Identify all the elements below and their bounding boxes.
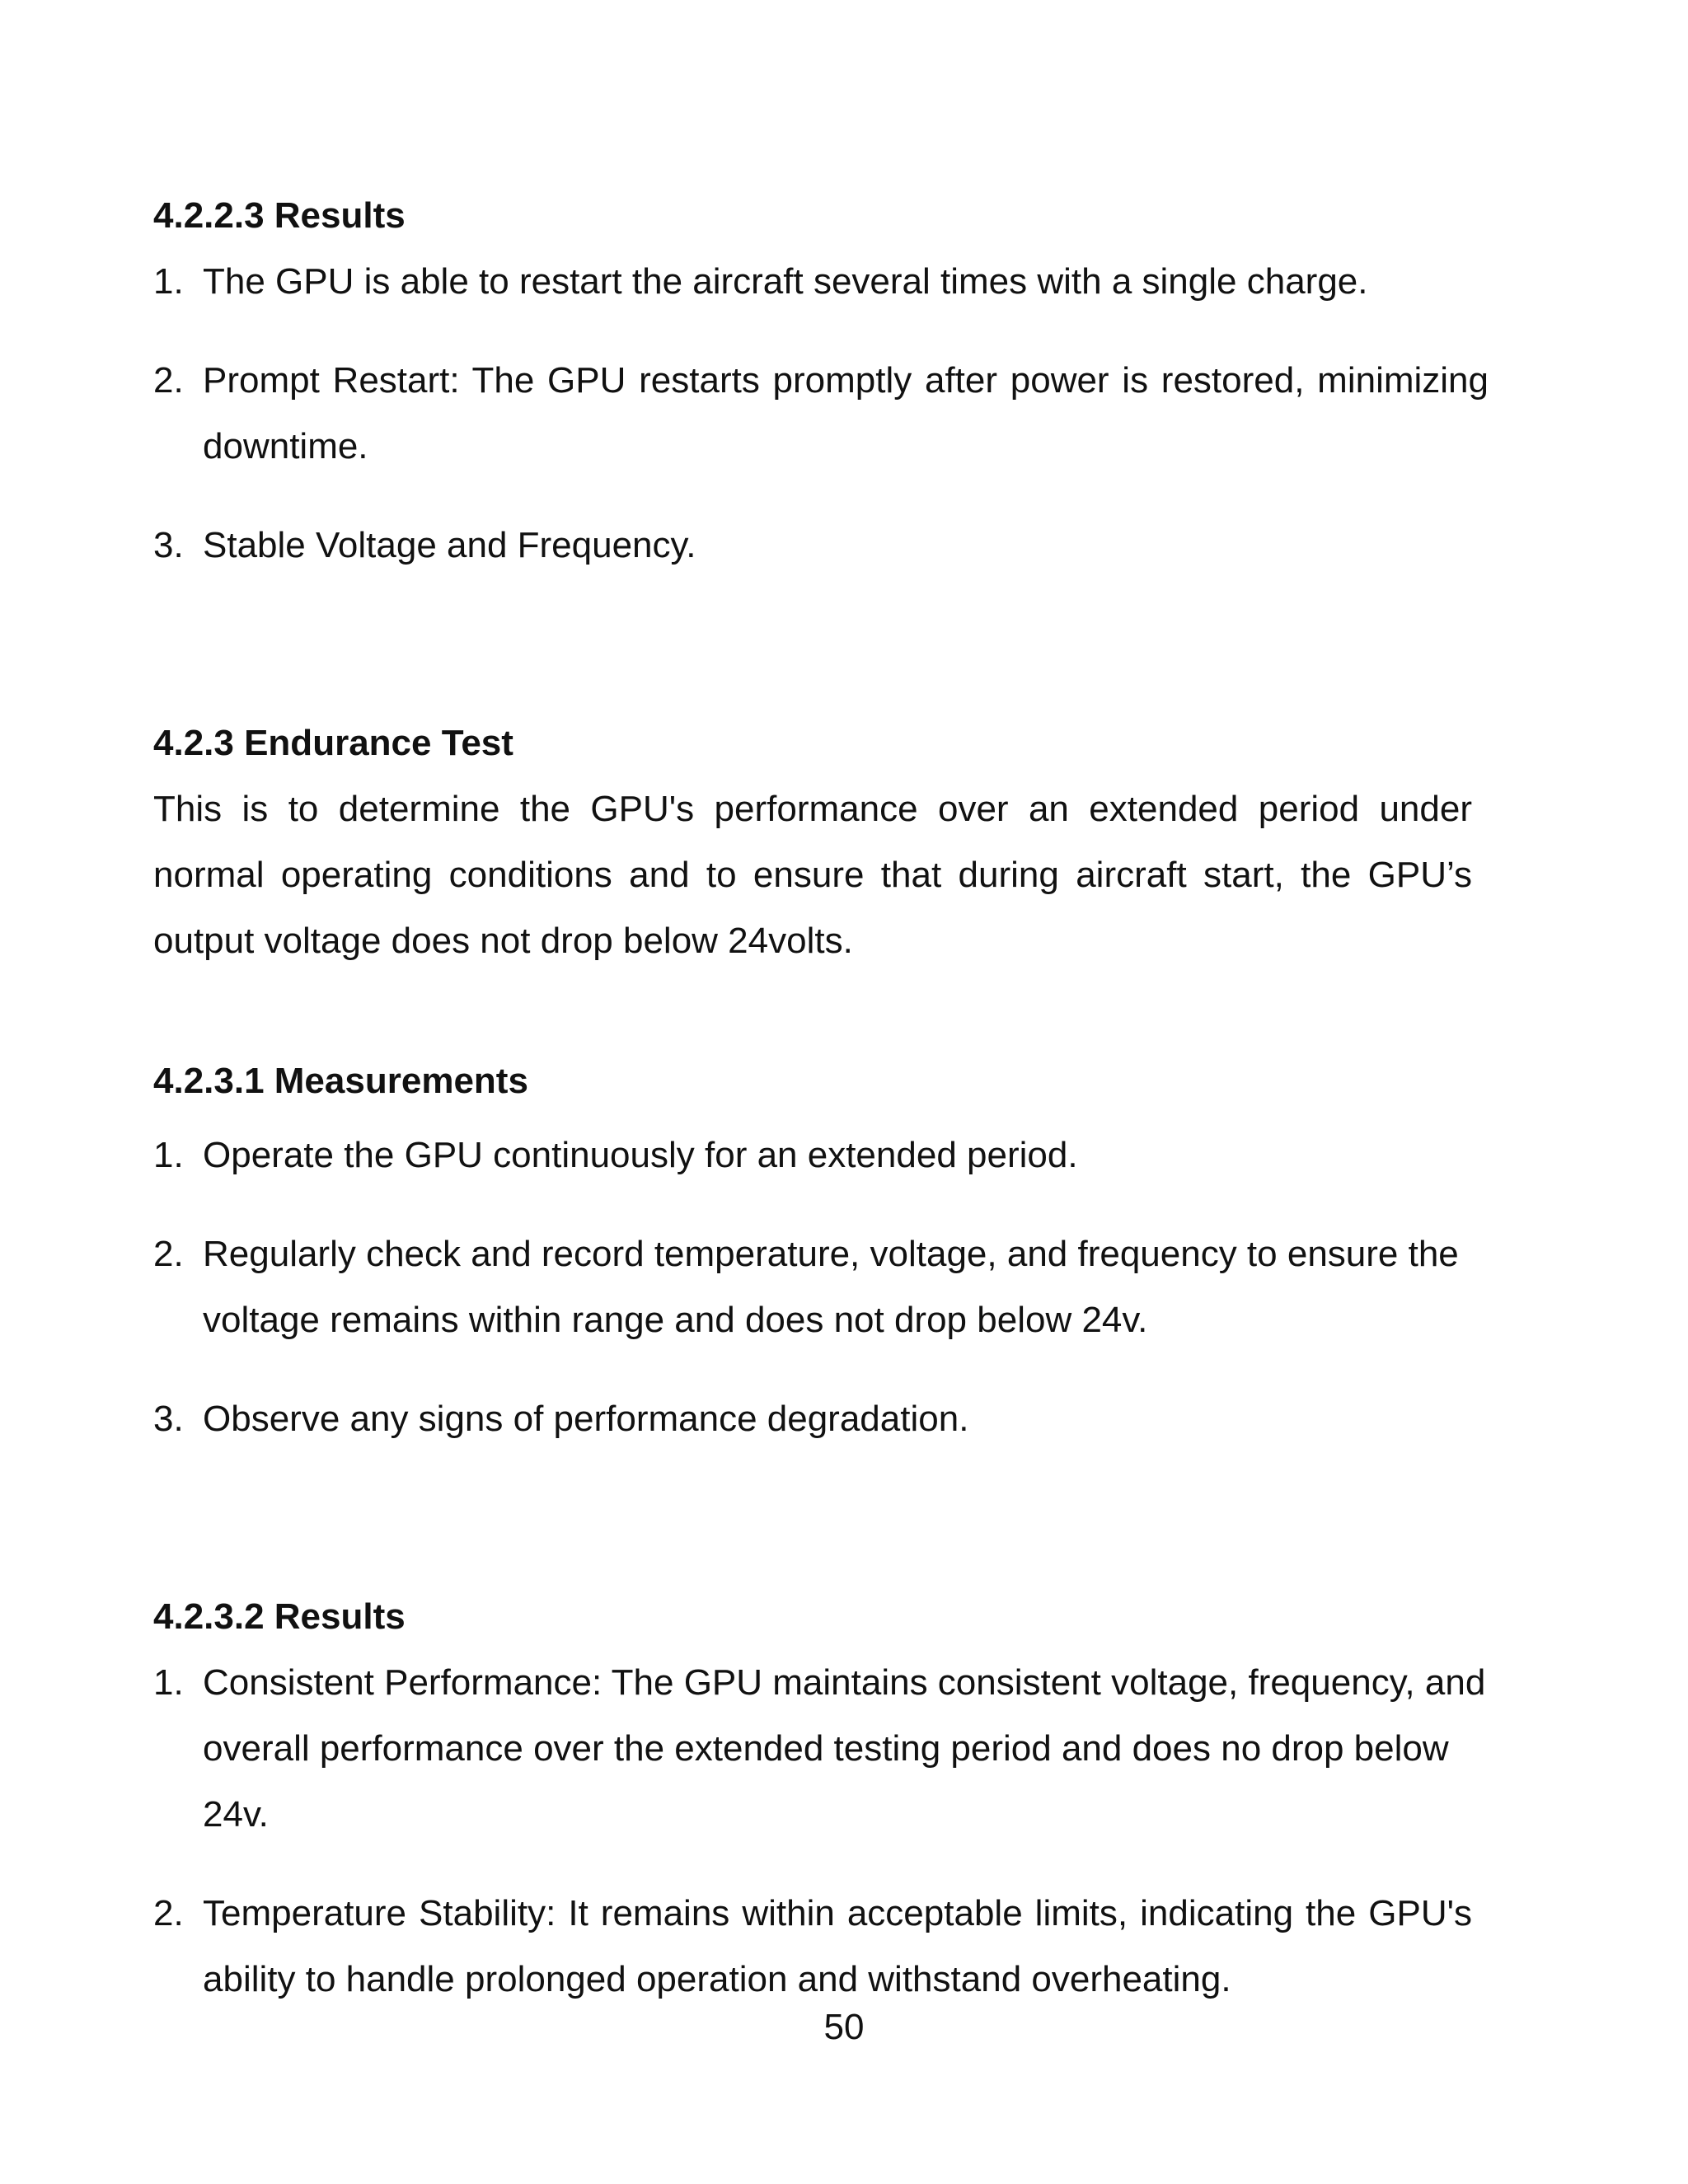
list-text: Temperature Stability: It remains within acceptable limits, indicating the GPU's ability to handle prolonged operation and withstand overheating.: [203, 1893, 1472, 1999]
list-text: Consistent Performance: The GPU maintains consistent voltage, frequency, and overall performance over the extended testing period and does no drop below 24v.: [203, 1662, 1486, 1835]
list-number: 1.: [153, 1662, 184, 1703]
list-text: Operate the GPU continuously for an extended period.: [203, 1135, 1078, 1175]
list-item: [153, 249, 1489, 315]
list-item: [153, 348, 1489, 480]
list-number: 1.: [153, 261, 184, 302]
list-text: The GPU is able to restart the aircraft several times with a single charge.: [203, 261, 1368, 302]
section-heading-measurements: 4.2.3.1 Measurements: [153, 1061, 528, 1101]
list-number: 3.: [153, 1399, 184, 1439]
list-text: Observe any signs of performance degradation.: [203, 1399, 969, 1439]
list-item: [153, 1881, 1472, 2013]
page-number: 50: [823, 2007, 865, 2047]
list-number: 2.: [153, 1234, 184, 1274]
list-number: 2.: [153, 360, 184, 401]
list-text: Regularly check and record temperature, voltage, and frequency to ensure the voltage remains within range and does not drop below 24v.: [203, 1234, 1459, 1340]
list-number: 1.: [153, 1135, 184, 1175]
list-item: [153, 1122, 1489, 1188]
list-item: [153, 1386, 1489, 1452]
section-heading-results-4-2-2-3: 4.2.2.3 Results: [153, 195, 406, 236]
list-text: Prompt Restart: The GPU restarts promptly after power is restored, minimizing downtime.: [203, 360, 1489, 466]
list-text: Stable Voltage and Frequency.: [203, 525, 696, 565]
body-paragraph: This is to determine the GPU's performance over an extended period under normal operating conditions and to ensure that during aircraft start, the GPU’s output voltage does not drop below 24volts.: [153, 789, 1472, 961]
list-item: [153, 513, 1489, 579]
list-number: 2.: [153, 1893, 184, 1933]
list-item: [153, 1221, 1472, 1353]
section-heading-endurance-test: 4.2.3 Endurance Test: [153, 723, 513, 763]
section-heading-results-4-2-3-2: 4.2.3.2 Results: [153, 1596, 406, 1637]
list-item: [153, 1650, 1489, 1848]
list-number: 3.: [153, 525, 184, 565]
